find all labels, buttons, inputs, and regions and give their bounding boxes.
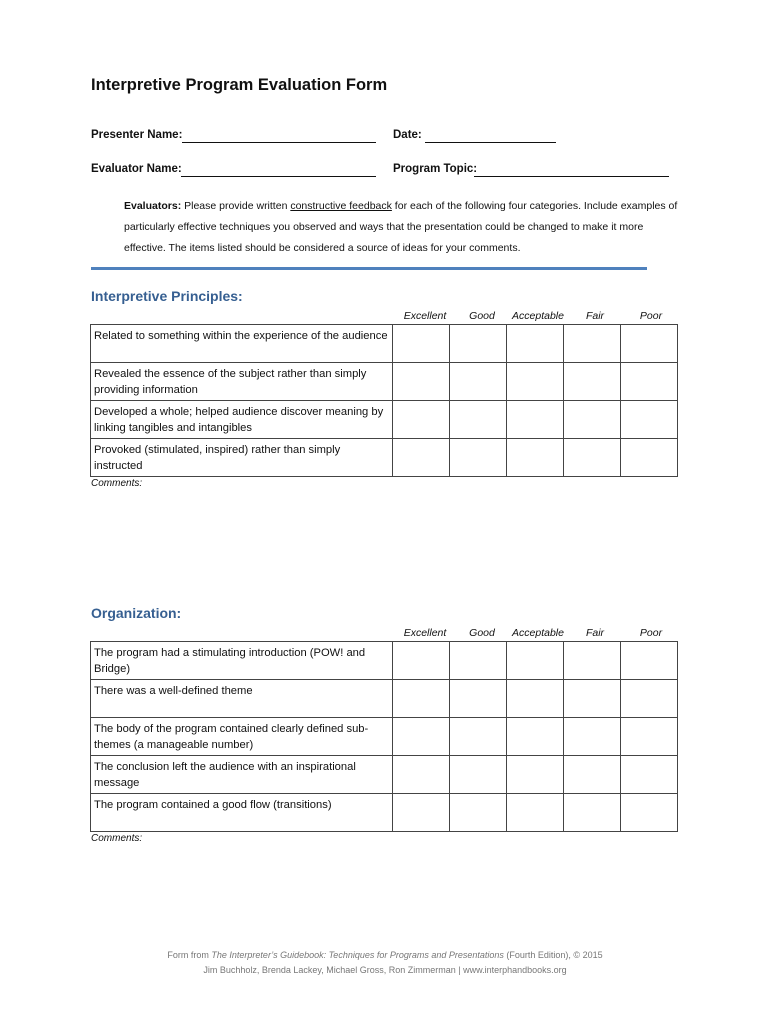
instructions-post: for each of the following four categories. Include examples of particularly effective techniques you observed and ways that the presentation could be changed to make it more effective. The items listed should be considered a source of ideas for your comments.: [124, 200, 678, 254]
rating-cell-fair[interactable]: [564, 680, 621, 718]
footer-suffix: (Fourth Edition), © 2015: [503, 950, 603, 960]
rating-cell-good[interactable]: [450, 363, 507, 401]
presenter-name-label: Presenter Name:: [91, 129, 183, 141]
section-title-principles: Interpretive Principles:: [91, 288, 243, 304]
footer-line-2: Jim Buchholz, Brenda Lackey, Michael Gross, Ron Zimmerman | www.interphandbooks.org: [203, 965, 567, 975]
criterion-label: Related to something within the experience of the audience: [91, 325, 393, 363]
evaluator-name-field[interactable]: [181, 176, 376, 177]
rating-cell-good[interactable]: [450, 756, 507, 794]
footer-book-title: The Interpreter’s Guidebook: Techniques for Programs and Presentations: [211, 950, 504, 960]
rating-cell-excellent[interactable]: [393, 642, 450, 680]
footer-prefix: Form from: [167, 950, 212, 960]
rating-cell-poor[interactable]: [621, 642, 678, 680]
rating-header-good: Good: [469, 627, 495, 639]
rating-cell-poor[interactable]: [621, 363, 678, 401]
rating-cell-fair[interactable]: [564, 325, 621, 363]
table-row: [91, 401, 678, 439]
rating-header-poor: Poor: [639, 627, 663, 639]
rating-header-excellent: Excellent: [403, 310, 447, 322]
rating-cell-excellent[interactable]: [393, 718, 450, 756]
criterion-label: The conclusion left the audience with an inspirational message: [91, 756, 393, 794]
principles-comments-area[interactable]: [91, 494, 680, 594]
criterion-label: The program contained a good flow (transitions): [91, 794, 393, 832]
footer-line-1: [0, 948, 770, 963]
rating-cell-fair[interactable]: [564, 439, 621, 477]
rating-cell-good[interactable]: [450, 439, 507, 477]
rating-cell-fair[interactable]: [564, 363, 621, 401]
criterion-label: The body of the program contained clearly defined sub-themes (a manageable number): [91, 718, 393, 756]
rating-header-excellent: Excellent: [403, 627, 447, 639]
rating-cell-acceptable[interactable]: [507, 439, 564, 477]
criterion-label: Developed a whole; helped audience discover meaning by linking tangibles and intangibles: [91, 401, 393, 439]
principles-rating-table: [90, 324, 678, 477]
table-row: [91, 680, 678, 718]
table-row: [91, 363, 678, 401]
rating-cell-acceptable[interactable]: [507, 363, 564, 401]
organization-comments-label: Comments:: [91, 833, 143, 844]
rating-cell-acceptable[interactable]: [507, 680, 564, 718]
table-row: [91, 439, 678, 477]
date-field[interactable]: [425, 142, 556, 143]
rating-cell-poor[interactable]: [621, 718, 678, 756]
rating-header-fair: Fair: [585, 310, 605, 322]
rating-header-acceptable: Acceptable: [512, 627, 564, 639]
rating-cell-excellent[interactable]: [393, 756, 450, 794]
criterion-label: Revealed the essence of the subject rather than simply providing information: [91, 363, 393, 401]
rating-cell-poor[interactable]: [621, 401, 678, 439]
principles-comments-label: Comments:: [91, 478, 143, 489]
rating-cell-excellent[interactable]: [393, 794, 450, 832]
organization-rating-table: [90, 641, 678, 832]
rating-cell-poor[interactable]: [621, 756, 678, 794]
rating-cell-good[interactable]: [450, 642, 507, 680]
rating-cell-excellent[interactable]: [393, 680, 450, 718]
date-label: Date:: [393, 129, 422, 141]
constructive-feedback-text: constructive feedback: [290, 200, 392, 212]
section-divider: [91, 267, 647, 270]
instructions-lead: Evaluators:: [124, 200, 182, 212]
rating-cell-fair[interactable]: [564, 794, 621, 832]
rating-cell-poor[interactable]: [621, 794, 678, 832]
rating-header-fair: Fair: [585, 627, 605, 639]
table-row: [91, 756, 678, 794]
table-row: [91, 325, 678, 363]
evaluator-name-label: Evaluator Name:: [91, 163, 182, 175]
criterion-label: Provoked (stimulated, inspired) rather than simply instructed: [91, 439, 393, 477]
program-topic-field[interactable]: [474, 176, 669, 177]
rating-cell-excellent[interactable]: [393, 401, 450, 439]
form-title: Interpretive Program Evaluation Form: [91, 76, 388, 94]
presenter-name-field[interactable]: [182, 142, 376, 143]
rating-cell-fair[interactable]: [564, 401, 621, 439]
rating-cell-good[interactable]: [450, 794, 507, 832]
rating-cell-excellent[interactable]: [393, 363, 450, 401]
section-title-organization: Organization:: [91, 605, 182, 621]
criterion-label: There was a well-defined theme: [91, 680, 393, 718]
instructions-pre: Please provide written: [181, 200, 291, 212]
organization-comments-area[interactable]: [91, 849, 680, 939]
rating-cell-poor[interactable]: [621, 325, 678, 363]
program-topic-label: Program Topic:: [393, 163, 478, 175]
rating-cell-acceptable[interactable]: [507, 325, 564, 363]
instructions: [124, 196, 680, 259]
rating-cell-fair[interactable]: [564, 642, 621, 680]
rating-cell-good[interactable]: [450, 401, 507, 439]
rating-header-acceptable: Acceptable: [512, 310, 564, 322]
rating-header-poor: Poor: [639, 310, 663, 322]
rating-cell-acceptable[interactable]: [507, 642, 564, 680]
rating-cell-acceptable[interactable]: [507, 794, 564, 832]
table-row: [91, 794, 678, 832]
rating-cell-good[interactable]: [450, 718, 507, 756]
rating-cell-good[interactable]: [450, 680, 507, 718]
rating-cell-excellent[interactable]: [393, 439, 450, 477]
table-row: [91, 718, 678, 756]
rating-cell-acceptable[interactable]: [507, 756, 564, 794]
rating-cell-poor[interactable]: [621, 680, 678, 718]
rating-header-good: Good: [469, 310, 495, 322]
rating-cell-poor[interactable]: [621, 439, 678, 477]
footer: [0, 948, 770, 978]
table-row: [91, 642, 678, 680]
rating-cell-acceptable[interactable]: [507, 401, 564, 439]
rating-cell-fair[interactable]: [564, 756, 621, 794]
rating-cell-good[interactable]: [450, 325, 507, 363]
rating-cell-excellent[interactable]: [393, 325, 450, 363]
rating-cell-acceptable[interactable]: [507, 718, 564, 756]
rating-cell-fair[interactable]: [564, 718, 621, 756]
criterion-label: The program had a stimulating introduction (POW! and Bridge): [91, 642, 393, 680]
